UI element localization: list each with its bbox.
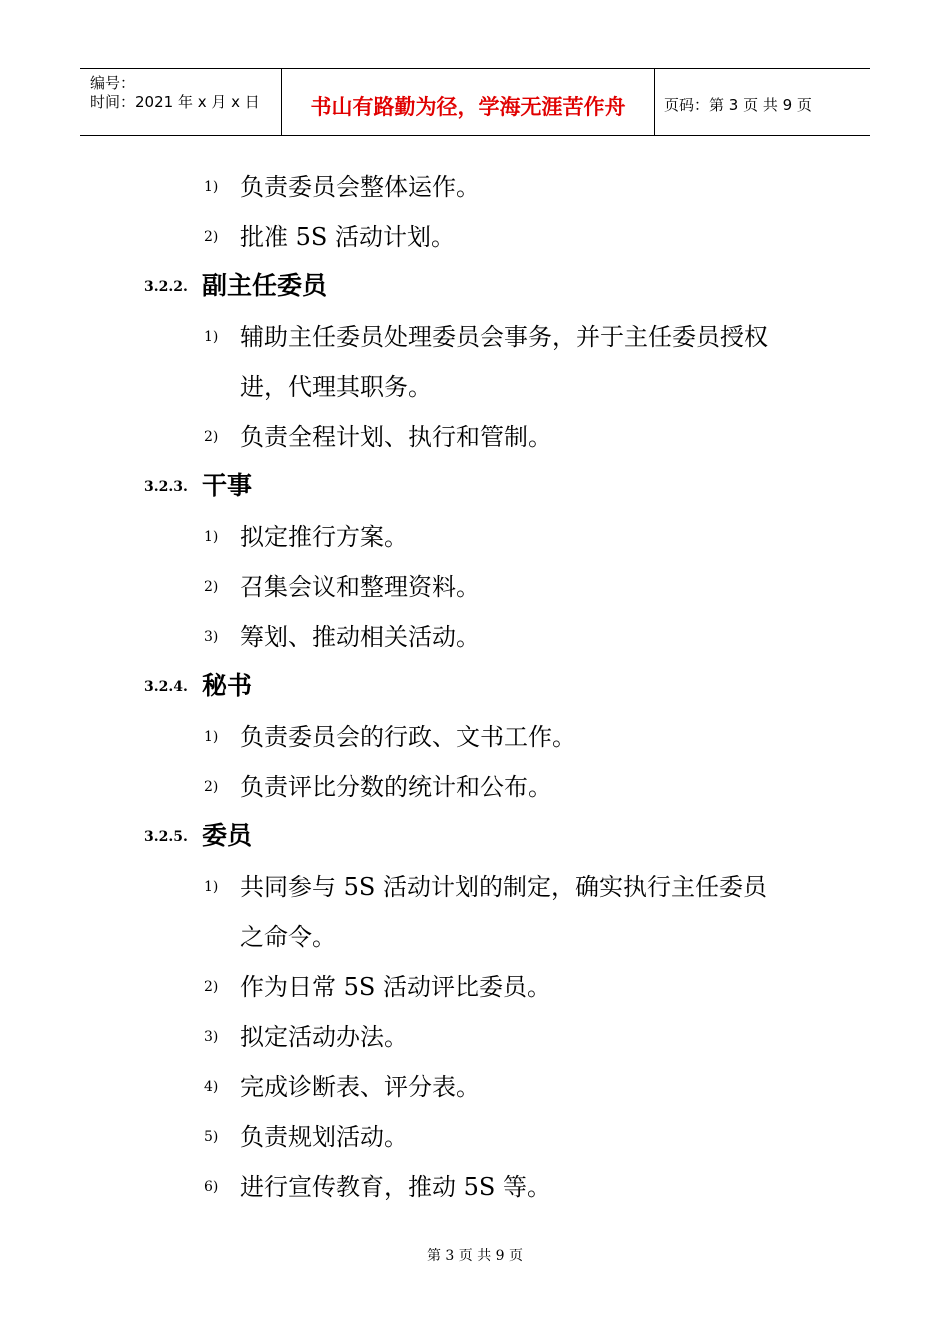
list-item: [204, 321, 768, 353]
list-item-text: 负责全程计划、执行和管制。: [240, 423, 552, 451]
list-item-text: 拟定推行方案。: [240, 523, 408, 551]
list-item-continuation: 进，代理其职务。: [240, 373, 432, 401]
list-item-number: 1): [204, 329, 219, 345]
list-item: [204, 871, 767, 903]
list-item-number: 3): [204, 629, 219, 645]
header-page-info: 页码：第 3 页 共 9 页: [664, 96, 812, 114]
list-item: [204, 571, 480, 603]
list-item: [204, 421, 552, 453]
list-item: [204, 621, 480, 653]
list-item: [204, 521, 408, 553]
list-item-text: 召集会议和整理资料。: [240, 573, 480, 601]
section-number: 3.2.5.: [144, 829, 188, 845]
list-item-number: 1): [204, 529, 219, 545]
list-item: [204, 1121, 408, 1153]
page-header: [80, 68, 870, 136]
list-item: [204, 171, 480, 203]
motto: 书山有路勤为径，学海无涯苦作舟: [310, 95, 626, 119]
list-item: [204, 221, 455, 253]
list-item-text: 共同参与 5S 活动计划的制定，确实执行主任委员: [240, 873, 767, 901]
list-item: [204, 721, 576, 753]
header-info-cell: [80, 69, 282, 135]
list-item-number: 2): [204, 429, 219, 445]
list-item-text: 拟定活动办法。: [240, 1023, 408, 1051]
list-item: [204, 971, 551, 1003]
list-item-number: 6): [204, 1179, 219, 1195]
list-item-text: 辅助主任委员处理委员会事务，并于主任委员授权: [240, 323, 768, 351]
list-item-continuation: 之命令。: [240, 923, 336, 951]
page-footer: 第 3 页 共 9 页: [426, 1248, 524, 1264]
list-item-text: 筹划、推动相关活动。: [240, 623, 480, 651]
list-item-number: 1): [204, 729, 219, 745]
list-item-number: 5): [204, 1129, 219, 1145]
list-item: [204, 1071, 480, 1103]
list-item-text: 负责规划活动。: [240, 1123, 408, 1151]
section-number: 3.2.3.: [144, 479, 188, 495]
list-item-number: 1): [204, 179, 219, 195]
list-item-number: 2): [204, 779, 219, 795]
list-item-number: 3): [204, 1029, 219, 1045]
section-heading: [144, 270, 327, 305]
section-title: 干事: [202, 471, 253, 500]
list-item-text: 批准 5S 活动计划。: [240, 223, 455, 251]
time-label: 时间：2021 年 x 月 x 日: [90, 93, 260, 111]
list-item-number: 2): [204, 229, 219, 245]
list-item-text: 负责评比分数的统计和公布。: [240, 773, 552, 801]
section-number: 3.2.4.: [144, 679, 188, 695]
list-item-text: 负责委员会的行政、文书工作。: [240, 723, 576, 751]
list-item-text: 负责委员会整体运作。: [240, 173, 480, 201]
list-item-number: 2): [204, 979, 219, 995]
list-item-number: 4): [204, 1079, 219, 1095]
section-title: 副主任委员: [202, 271, 328, 300]
code-label: 编号：: [90, 74, 136, 92]
list-item-text: 进行宣传教育，推动 5S 等。: [240, 1173, 551, 1201]
section-title: 委员: [202, 821, 253, 850]
header-motto-cell: [282, 69, 655, 135]
list-item-number: 2): [204, 579, 219, 595]
list-item: [204, 771, 552, 803]
list-item: [204, 1021, 408, 1053]
section-heading: [144, 820, 252, 855]
section-heading: [144, 470, 252, 505]
header-page-cell: [655, 69, 870, 135]
list-item-number: 1): [204, 879, 219, 895]
list-item-text: 完成诊断表、评分表。: [240, 1073, 480, 1101]
section-title: 秘书: [202, 671, 253, 700]
section-number: 3.2.2.: [144, 279, 188, 295]
section-heading: [144, 670, 252, 705]
list-item: [204, 1171, 551, 1203]
list-item-text: 作为日常 5S 活动评比委员。: [240, 973, 551, 1001]
